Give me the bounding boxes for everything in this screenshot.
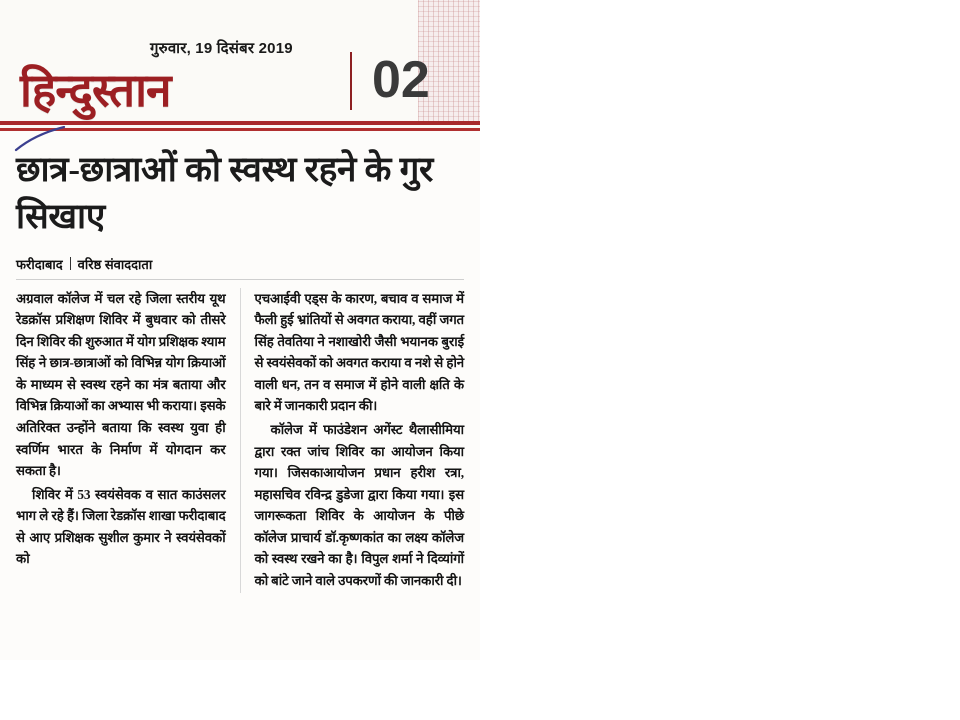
article-column-1 [16, 288, 226, 593]
article-paragraph: कॉलेज में फाउंडेशन अगेंस्ट थैलासीमिया द्वारा रक्त जांच शिविर का आयोजन किया गया। जिसकाआयोजन प्रधान हरीश रत्रा, महासचिव रविन्द्र डुडेजा द्वारा किया गया। इस जागरूकता शिविर के आयोजन के पीछे कॉलेज प्राचार्य डॉ.कृष्णकांत का लक्ष्य कॉलेज को स्वस्थ रखने का है। विपुल शर्मा ने दिव्यांगों को बांटे जाने वाले उपकरणों की जानकारी दी। [254, 421, 464, 588]
newspaper-title: हिन्दुस्तान [20, 65, 171, 116]
masthead-rule [0, 121, 480, 125]
masthead-divider [350, 52, 352, 110]
byline-separator [70, 257, 71, 270]
byline-author: वरिष्ठ संवाददाता [77, 256, 153, 272]
byline [16, 255, 464, 273]
column-divider [240, 288, 241, 593]
article-paragraph: शिविर में 53 स्वयंसेवक व सात काउंसलर भाग ले रहे हैं। जिला रेडक्रॉस शाखा फरीदाबाद से आए प्रशिक्षक सुशील कुमार ने स्वयंसेवकों को [16, 486, 226, 567]
article-headline: छात्र-छात्राओं को स्वस्थ रहने के गुर सिखाए [16, 150, 434, 236]
article-paragraph: अग्रवाल कॉलेज में चल रहे जिला स्तरीय यूथ रेडक्रॉस प्रशिक्षण शिविर में बुधवार को तीसरे दिन शिविर की शुरुआत में योग प्रशिक्षक श्याम सिंह ने छात्र-छात्राओं को विभिन्न योग क्रियाओं के माध्यम से स्वस्थ रहने का मंत्र बताया और विभिन्न क्रियाओं का अभ्यास भी कराया। इसके अतिरिक्त उन्होंने बताया कि स्वस्थ युवा ही स्वर्णिम भारत के निर्माण में योगदान कर सकता है। [16, 290, 226, 479]
byline-rule [16, 279, 464, 280]
page-number: 02 [372, 51, 430, 109]
article-paragraph: एचआईवी एड्स के कारण, बचाव व समाज में फैली हुई भ्रांतियों से अवगत कराया, वहीं जगत सिंह तेवतिया ने नशाखोरी जैसी भयानक बुराई से स्वयंसेवकों को अवगत कराया व नशे से होने वाली धन, तन व समाज में होने वाली क्षति के बारे में जानकारी प्रदान की। [254, 290, 464, 414]
article-column-2 [254, 288, 464, 593]
byline-place: फरीदाबाद [16, 256, 63, 272]
masthead-date: गुरुवार, 19 दिसंबर 2019 [150, 40, 293, 57]
article-body [16, 288, 464, 593]
newspaper-clipping [0, 0, 480, 660]
masthead [0, 0, 480, 131]
